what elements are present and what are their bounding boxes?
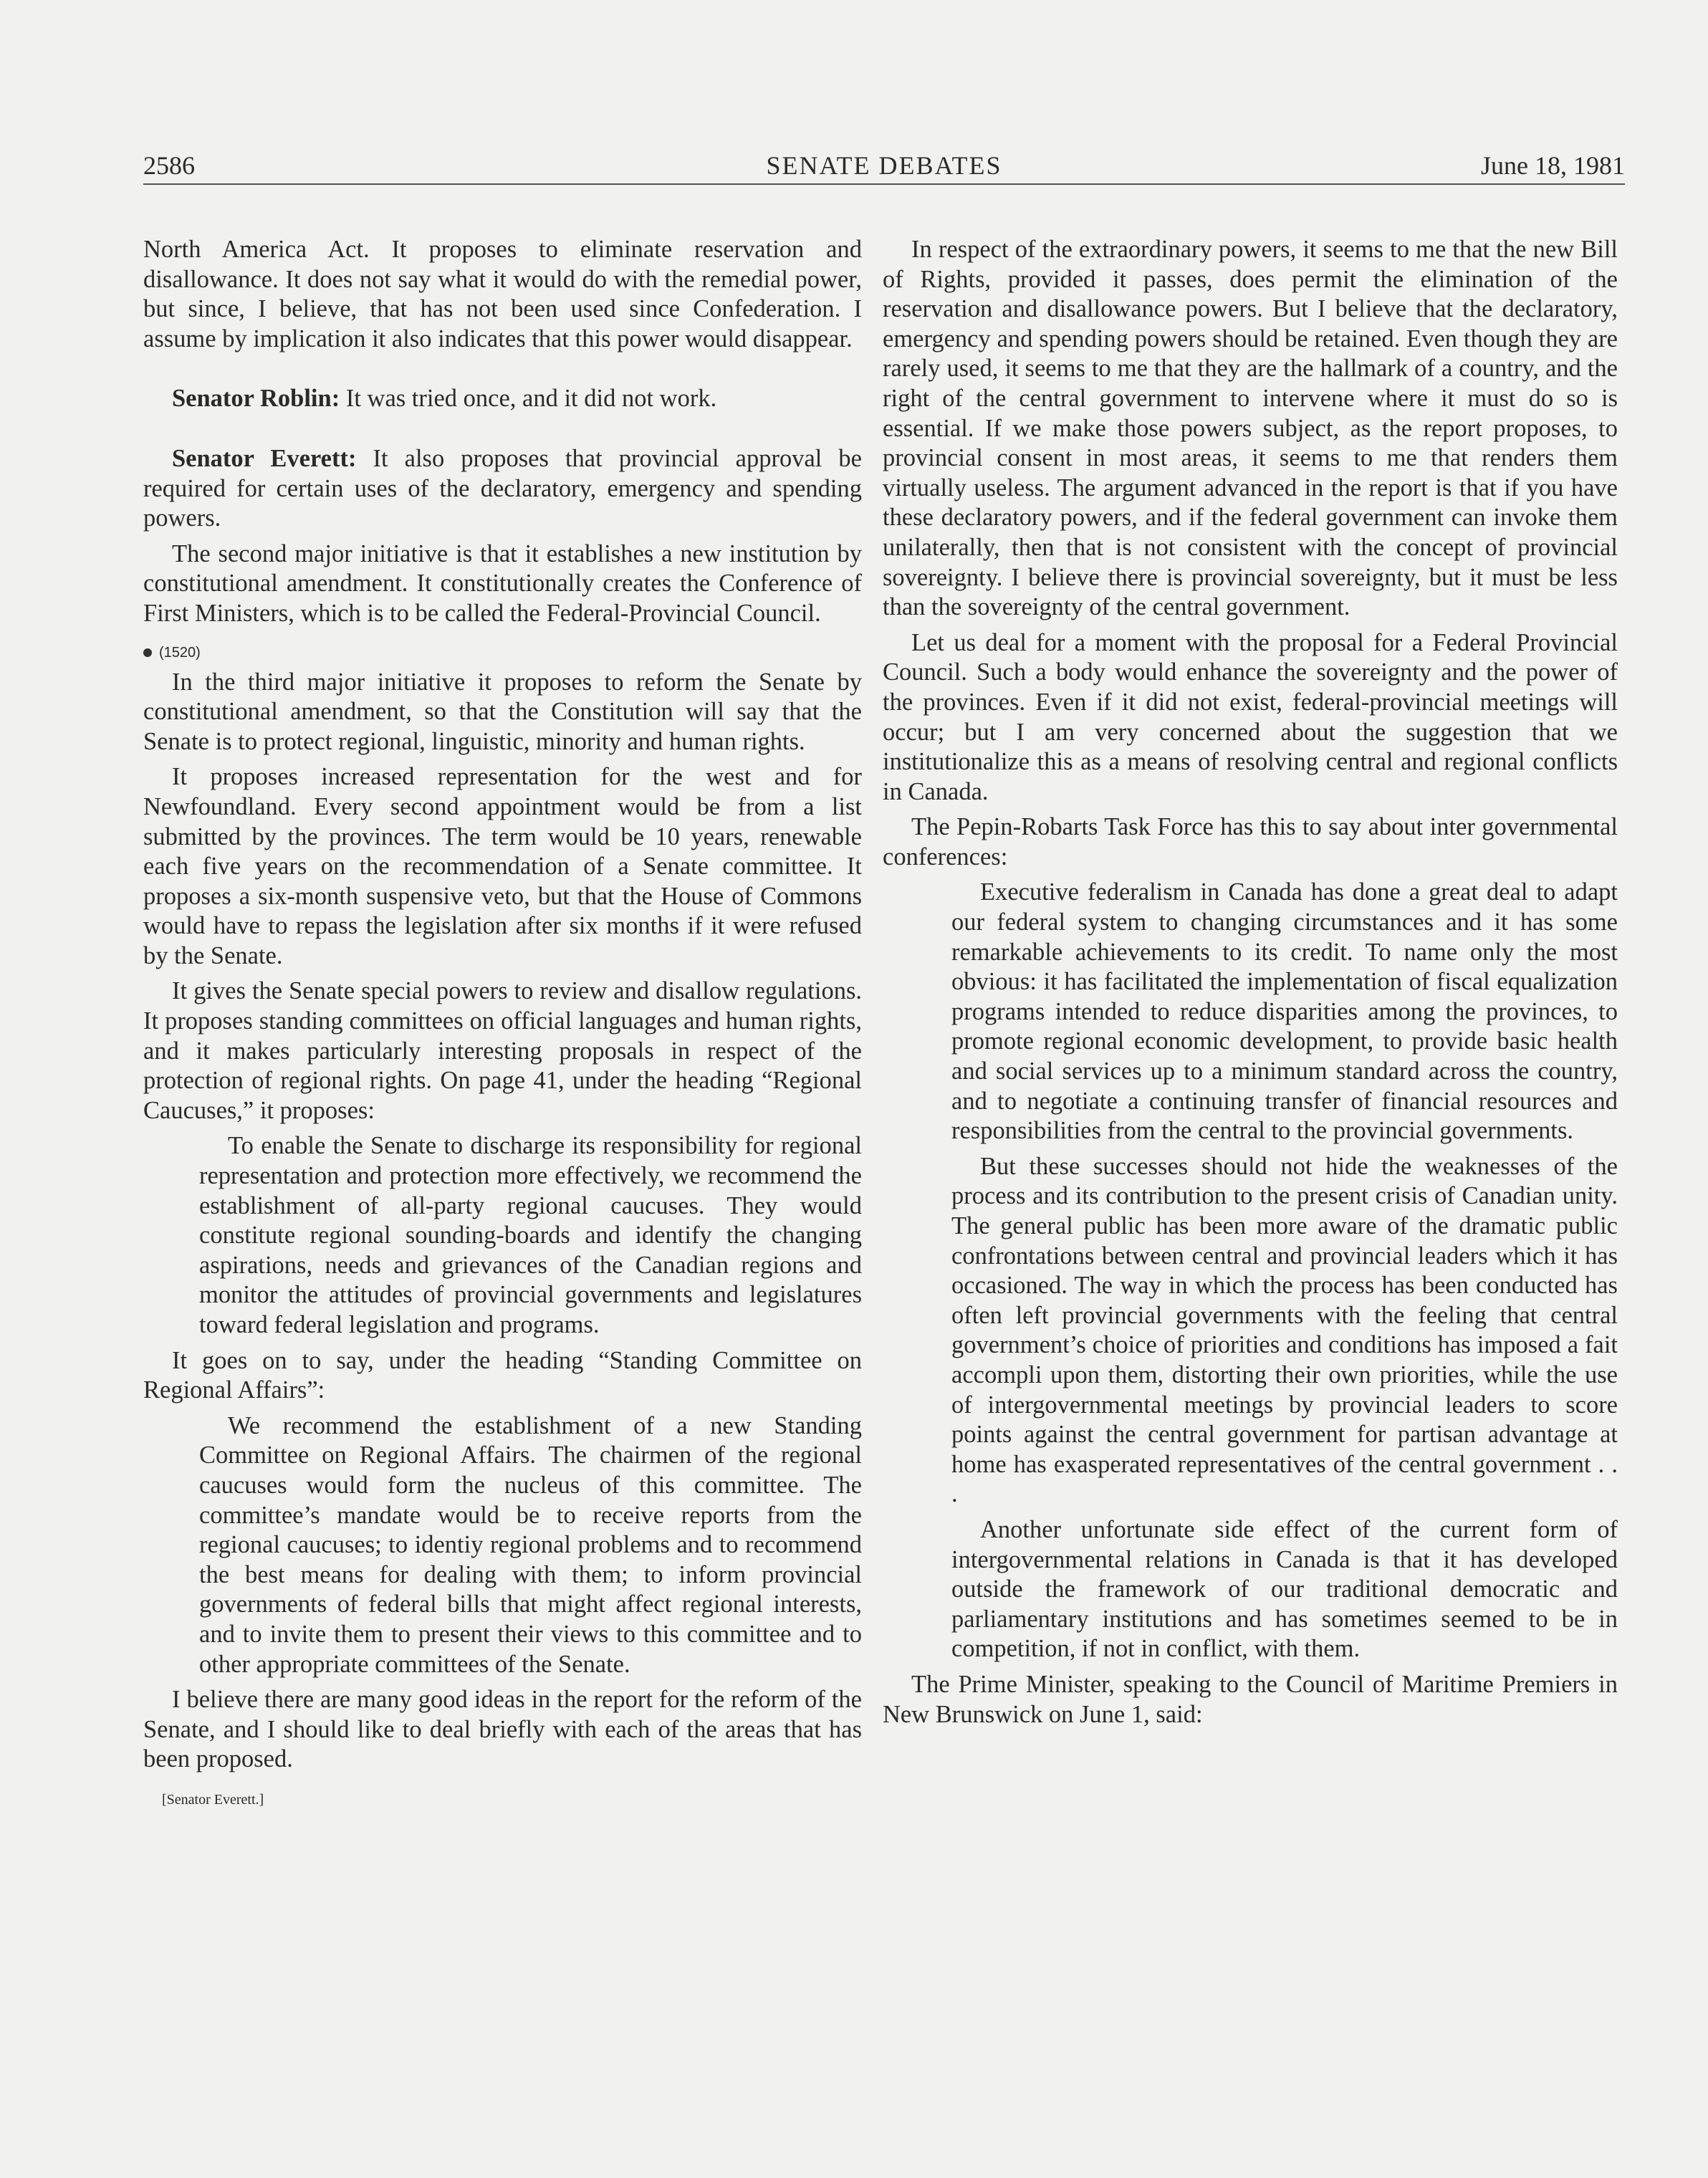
paragraph: The Pepin-Robarts Task Force has this to say about inter governmental conferences:: [883, 813, 1618, 870]
publication-title: SENATE DEBATES: [766, 151, 1002, 180]
speaker-attribution: [Senator Everett.]: [162, 1791, 264, 1808]
speech-text: It also proposes that provincial approval be required for certain uses of the declaratory, emergency and spending powers.: [143, 444, 862, 532]
bullet-icon: [143, 648, 152, 657]
block-quote: But these successes should not hide the weaknesses of the process and its contribution to the present crisis of Canadian unity. The general public has been more aware of the dramatic public confrontations between central and provincial leaders which it has occasioned. The way in which the process has been conducted has often left provincial governments with the feeling that central government’s choice of priorities and conditions has imposed a fait accompli upon them, distorting their own priorities, while the use of intergovernmental meetings by provincial leaders to score points against the central government for partisan advantage at home has exasperated representatives of the central government . . .: [951, 1152, 1618, 1508]
speech-text: It was tried once, and it did not work.: [340, 385, 717, 413]
paragraph: The Prime Minister, speaking to the Council of Maritime Premiers in New Brunswick on June 1, said:: [883, 1670, 1618, 1728]
block-quote: Another unfortunate side effect of the current form of intergovernmental relations in Canada is that it has developed outside the framework of our traditional democratic and parliamentary institutions and has sometimes seemed to be in competition, if not in conflict, with them.: [951, 1515, 1618, 1663]
time-marker-text: (1520): [159, 644, 201, 661]
paragraph: It goes on to say, under the heading “Standing Committee on Regional Affairs”:: [143, 1346, 862, 1404]
block-quote: To enable the Senate to discharge its responsibility for regional representation and protection more effectively, we recommend the establishment of all-party regional caucuses. They would constitute regional sounding-boards and identify the changing aspirations, needs and grievances of the Canadian regions and monitor the attitudes of provincial governments and legislatures toward federal legislation and programs.: [199, 1132, 862, 1338]
block-quote: Executive federalism in Canada has done a great deal to adapt our federal system to changing circumstances and it has some remarkable achievements to its credit. To name only the most obvious: it has facilitated the implementation of fiscal equalization programs intended to reduce disparities among the provinces, to promote regional economic development, to provide basic health and social services up to a minimum standard across the country, and to negotiate a continuing transfer of financial resources and responsibilities from the central to the provincial governments.: [951, 878, 1618, 1145]
speaker-paragraph: [143, 444, 862, 534]
page-number: 2586: [143, 151, 195, 180]
paragraph: In respect of the extraordinary powers, it seems to me that the new Bill of Rights, provided it passes, does permit the elimination of the reservation and disallowance powers. But I believe that the declaratory, emergency and spending powers should be retained. Even though they are rarely used, it seems to me that they are the hallmark of a country, and the right of the central government to intervene where it must do so is essential. If we make those powers subject, as the report proposes, to provincial consent in most areas, it seems to me that renders them virtually useless. The argument advanced in the report is that if you have these declaratory powers, and if the federal government can invoke them unilaterally, then that is not consistent with the concept of provincial sovereignty. I believe there is provincial sovereignty, but it must be less than the sovereignty of the central government.: [883, 236, 1618, 621]
right-column: [883, 235, 1618, 1730]
paragraph: North America Act. It proposes to eliminate reservation and disallowance. It does not say what it would do with the remedial power, but since, I believe, that has not been used since Confederation. I assume by implication it also indicates that this power would disappear.: [143, 236, 862, 352]
paragraph: I believe there are many good ideas in the report for the reform of the Senate, and I should like to deal briefly with each of the areas that has been proposed.: [143, 1686, 862, 1773]
time-marker: [143, 643, 862, 662]
page-header: [143, 149, 1625, 185]
paragraph: It gives the Senate special powers to review and disallow regulations. It proposes standing committees on official languages and human rights, and it makes particularly interesting proposals in respect of the protection of regional rights. On page 41, under the heading “Regional Caucuses,” it proposes:: [143, 977, 862, 1124]
paragraph: Let us deal for a moment with the proposal for a Federal Provincial Council. Such a body would enhance the sovereignty and the power of the provinces. Even if it did not exist, federal-provincial meetings will occur; but I am very concerned about the suggestion that we institutionalize this as a means of resolving central and regional conflicts in Canada.: [883, 628, 1618, 805]
paragraph: In the third major initiative it proposes to reform the Senate by constitutional amendment, so that the Constitution will say that the Senate is to protect regional, linguistic, minority and human rights.: [143, 668, 862, 755]
left-column: [143, 235, 862, 1809]
speaker-name: Senator Roblin:: [172, 385, 340, 413]
paragraph: It proposes increased representation for the west and for Newfoundland. Every second appointment would be from a list submitted by the provinces. The term would be 10 years, renewable each five years on the recommendation of a Senate committee. It proposes a six-month suspensive veto, but that the House of Commons would have to repass the legislation after six months if it were refused by the Senate.: [143, 763, 862, 969]
speaker-name: Senator Everett:: [172, 444, 357, 472]
speaker-paragraph: [143, 384, 862, 414]
block-quote: We recommend the establishment of a new Standing Committee on Regional Affairs. The chairmen of the regional caucuses would form the nucleus of this committee. The committee’s mandate would be to receive reports from the regional caucuses; to identiy regional problems and to recommend the best means for dealing with them; to inform provincial governments of federal bills that might affect regional interests, and to invite them to present their views to this committee and to other appropriate committees of the Senate.: [199, 1411, 862, 1678]
publication-date: June 18, 1981: [1481, 151, 1625, 180]
paragraph: The second major initiative is that it establishes a new institution by constitutional amendment. It constitutionally creates the Conference of First Ministers, which is to be called the Federal-Provincial Council.: [143, 539, 862, 627]
